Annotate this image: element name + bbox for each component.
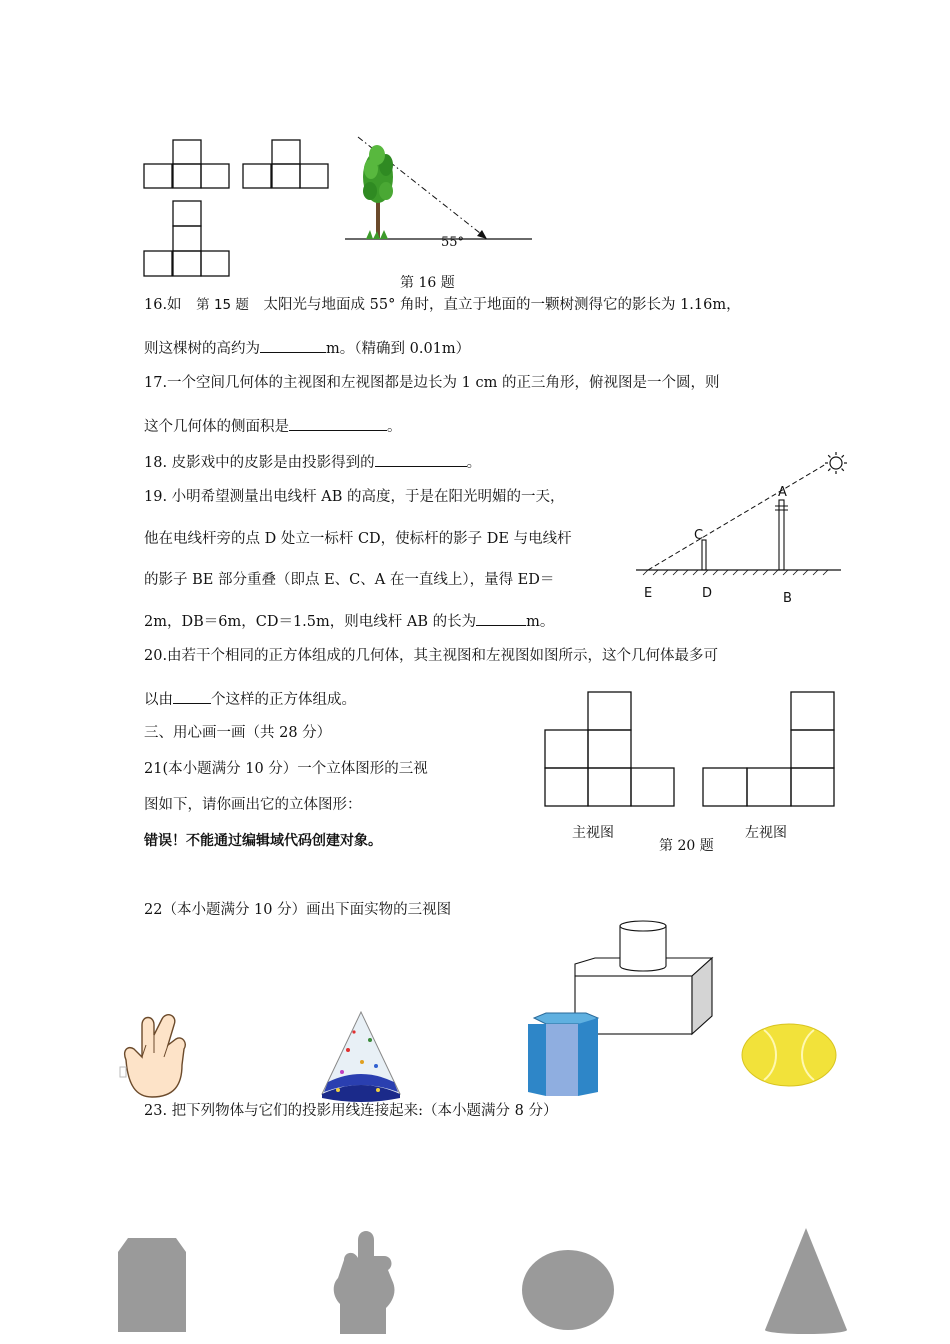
q19-diagram (636, 450, 846, 580)
q16-prefix: 16.如 (144, 297, 182, 313)
tree-icon (363, 145, 393, 239)
fig16-diagram (340, 135, 540, 255)
q16-text: 太阳光与地面成 55° 角时，直立于地面的一颗树测得它的影长为 1.16m， (263, 297, 741, 313)
q17-line1: 17.一个空间几何体的主视图和左视图都是边长为 1 cm 的正三角形，俯视图是一个圆，则 (144, 375, 720, 391)
q20-line1: 20.由若干个相同的正方体组成的几何体，其主视图和左视图如图所示，这个几何体最多可 (144, 648, 719, 664)
q20-caption: 第 20 题 (659, 838, 714, 854)
cone-hat-icon (318, 1010, 404, 1102)
q20-main-view (545, 691, 680, 809)
q20-left-view-label: 左视图 (745, 825, 787, 841)
q22-text: 22（本小题满分 10 分）画出下面实物的三视图 (144, 902, 452, 918)
q21-error-text: 错误！不能通过编辑域代码创建对象。 (144, 833, 382, 849)
label-a: A (778, 485, 787, 500)
q19-sun-ray (648, 464, 826, 570)
q16-line2-text: 则这棵树的高约为 (144, 341, 260, 357)
q20-line2-text: 以由 (144, 692, 173, 708)
fig16-caption: 第 16 题 (400, 275, 455, 291)
fig15-net-2 (243, 140, 333, 190)
q20-main-view-label: 主视图 (572, 825, 614, 841)
q18-answer-blank[interactable] (375, 454, 467, 467)
label-b: B (783, 591, 792, 606)
q18-end: 。 (466, 455, 482, 471)
q16-answer-blank[interactable] (260, 340, 326, 353)
q20-line2 (144, 691, 356, 708)
hand-shadow (328, 1220, 402, 1334)
label-e: E (644, 586, 653, 601)
q17-line2 (144, 418, 402, 435)
fig16-angle-label: 55° (441, 235, 465, 250)
q20-line2-end: 个这样的正方体组成。 (211, 692, 356, 708)
q19-line4-end: m。 (526, 614, 555, 630)
fig15-net-1 (144, 140, 234, 190)
q23-text: 23. 把下列物体与它们的投影用线连接起来:（本小题满分 8 分） (144, 1103, 558, 1119)
q21-line1: 21(本小题满分 10 分）一个立体图形的三视 (144, 761, 428, 777)
q20-answer-blank[interactable] (173, 691, 211, 704)
q18-text: 18. 皮影戏中的皮影是由投影得到的 (144, 455, 375, 471)
q16-line2 (144, 340, 470, 357)
q19-line2: 他在电线杆旁的点 D 处立一标杆 CD，使标杆的影子 DE 与电线杆 (144, 531, 572, 547)
hexagonal-prism-icon (526, 1012, 602, 1098)
q16-line1 (144, 298, 741, 313)
q21-line2: 图如下，请你画出它的立体图形： (144, 797, 362, 813)
q17-line2-end: 。 (387, 419, 402, 435)
q19-line3: 的影子 BE 部分重叠（即点 E、C、A 在一直线上），量得 ED＝ (144, 572, 555, 588)
hand-icon (112, 1005, 192, 1100)
label-d: D (702, 586, 713, 601)
fig15-net-3 (144, 201, 234, 279)
cone-shadow (763, 1226, 849, 1334)
q16-line2-end: m。（精确到 0.01m） (326, 341, 471, 357)
tennis-ball-icon (740, 1022, 840, 1088)
q19-line4-text: 2m，DB＝6m，CD＝1.5m，则电线杆 AB 的长为 (144, 614, 477, 630)
q19-answer-blank[interactable] (476, 613, 526, 626)
q18-line (144, 454, 481, 471)
q19-line4 (144, 613, 554, 630)
pole-cd (702, 540, 706, 570)
q17-answer-blank[interactable] (289, 418, 387, 431)
q19-line1: 19. 小明希望测量出电线杆 AB 的高度，于是在阳光明媚的一天， (144, 489, 565, 505)
q20-left-view (703, 691, 838, 809)
sun-icon (825, 452, 847, 474)
label-c: C (694, 528, 704, 543)
fig15-caption: 第 15 题 (196, 297, 249, 313)
ball-shadow (520, 1248, 616, 1334)
prism-shadow (116, 1236, 188, 1334)
q17-line2-text: 这个几何体的侧面积是 (144, 419, 289, 435)
section3-heading: 三、用心画一画（共 28 分） (144, 725, 332, 741)
